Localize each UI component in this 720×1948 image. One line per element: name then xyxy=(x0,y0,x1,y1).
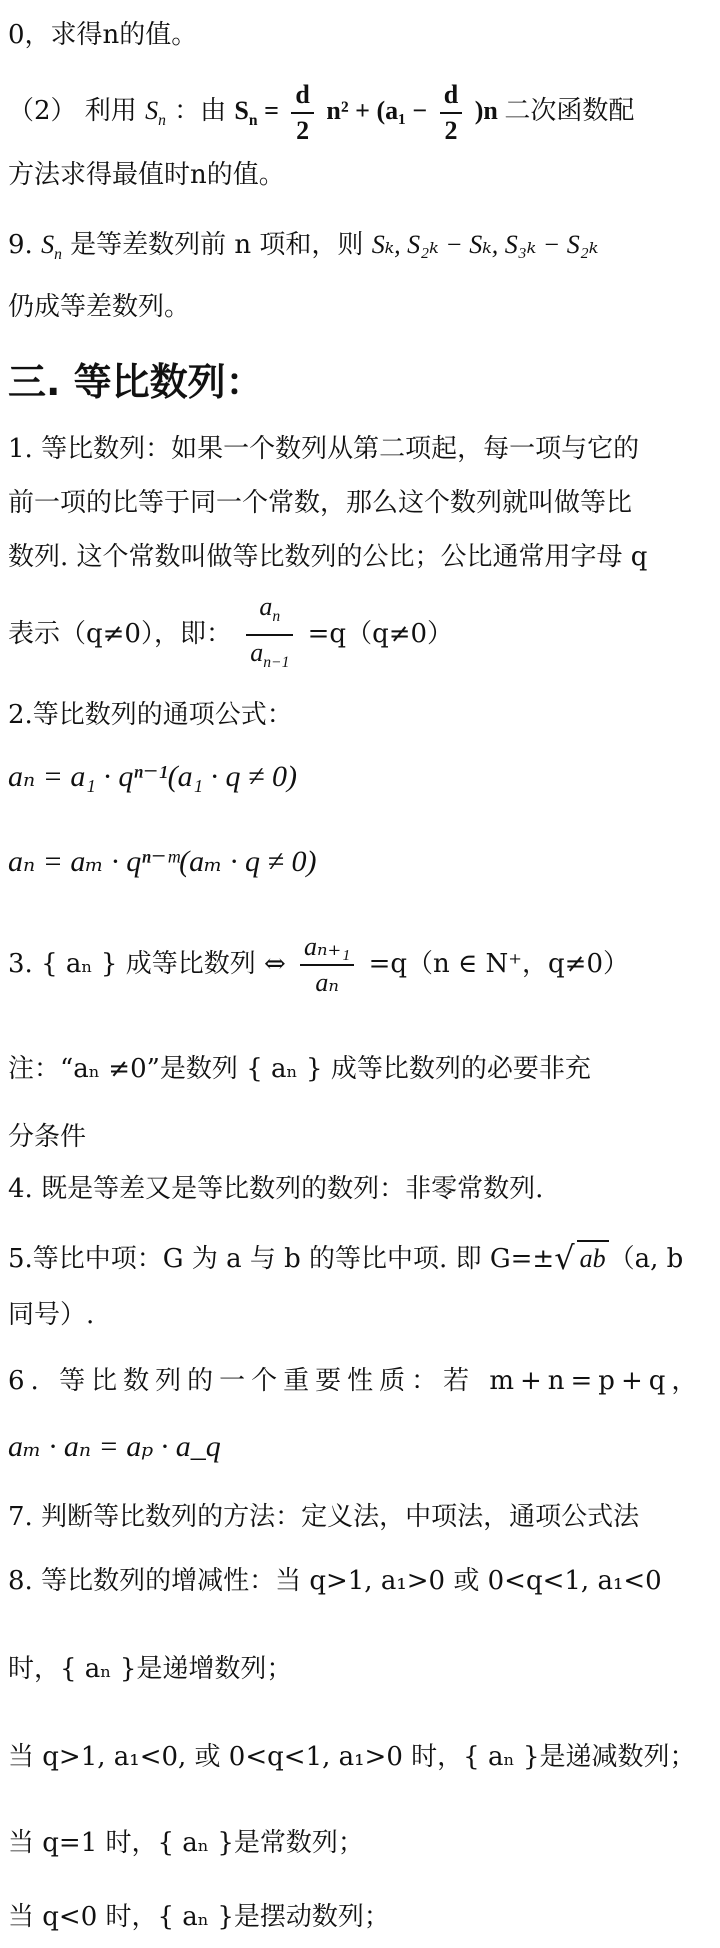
sn-symbol-2: $S_n$ xyxy=(41,230,62,264)
text-line-4 xyxy=(8,228,712,272)
text-line-7 xyxy=(8,486,712,520)
text-line-21 xyxy=(8,1500,712,1534)
partial-sum-sequence: Sₖ, S₂ₖ − Sₖ, S₃ₖ − S₂ₖ xyxy=(371,230,599,259)
text-line-19 xyxy=(8,1364,712,1398)
text-line-13 xyxy=(8,930,712,1000)
formula-1-text: aₙ = a₁ · qⁿ⁻¹(a₁ · q ≠ 0) xyxy=(8,760,297,793)
text-line-10 xyxy=(8,698,712,732)
fraction-d-over-2-b: $\frac{d}{2}$ xyxy=(440,78,462,148)
text-line-9 xyxy=(8,590,712,680)
line-17-suffix: （a, b xyxy=(608,1244,684,1274)
sqrt-radicand: ab xyxy=(577,1240,609,1276)
line-16-text: 4. 既是等差又是等比数列的数列：非零常数列. xyxy=(8,1174,544,1204)
line-13-suffix: =q（n ∈ N⁺，q≠0） xyxy=(368,949,629,979)
line-9-suffix: =q（q≠0） xyxy=(307,619,454,650)
text-line-22 xyxy=(8,1564,712,1598)
line-2-mid: ：由 xyxy=(174,95,227,126)
line-5-text: 仍成等差数列。 xyxy=(8,292,191,322)
fraction-d-over-2: $\frac{d}{2}$ xyxy=(291,78,313,148)
sqrt-sign: √ xyxy=(554,1239,575,1277)
heading-text: 三. 等比数列： xyxy=(8,360,264,404)
text-line-17 xyxy=(8,1240,712,1276)
line-19-text: 6. 等比数列的一个重要性质：若 m+n=p+q， xyxy=(8,1366,704,1396)
general-term-formula-2 xyxy=(8,845,712,879)
text-line-8 xyxy=(8,540,712,574)
line-7-text: 前一项的比等于同一个常数，那么这个数列就叫做等比 xyxy=(8,488,633,518)
sn-formula: $S_n$ = $\frac{d}{2}$ n² + (a₁ − $\frac{d}{2}$ )n xyxy=(234,96,504,125)
line-26-text: 当 q<0 时，{ aₙ }是摆动数列； xyxy=(8,1902,390,1932)
text-line-18 xyxy=(8,1298,712,1332)
text-line-24 xyxy=(8,1740,712,1774)
section-heading xyxy=(8,360,712,404)
line-17-prefix: 5.等比中项：G 为 a 与 b 的等比中项. 即 G=± xyxy=(8,1244,555,1274)
line-18-text: 同号）. xyxy=(8,1300,95,1330)
text-line-3 xyxy=(8,158,712,192)
text-line-5 xyxy=(8,290,712,324)
line-13-prefix: 3. { aₙ } 成等比数列 ⇔ xyxy=(8,949,286,979)
line-2-suffix: 二次函数配 xyxy=(504,95,635,126)
text-line-16 xyxy=(8,1172,712,1206)
text-line-26 xyxy=(8,1900,712,1934)
text-line-25 xyxy=(8,1826,712,1860)
formula-2-text: aₙ = aₘ · qⁿ⁻ᵐ(aₘ · q ≠ 0) xyxy=(8,845,317,878)
line-2-prefix: （2） 利用 xyxy=(8,95,137,126)
line-22-text: 8. 等比数列的增减性：当 q>1, a₁>0 或 0<q<1, a₁<0 xyxy=(8,1566,662,1596)
ratio-fraction-2: $\frac{\text{aₙ₊₁}}{\text{aₙ}}$ xyxy=(300,930,354,1000)
text-line-15 xyxy=(8,1120,712,1154)
sn-symbol: $S_n$ xyxy=(145,95,166,130)
line-24-text: 当 q>1, a₁<0, 或 0<q<1, a₁>0 时，{ aₙ }是递减数列； xyxy=(8,1742,696,1772)
text-line-6 xyxy=(8,432,712,466)
line-8-text: 数列. 这个常数叫做等比数列的公比；公比通常用字母 q xyxy=(8,542,648,572)
text-line-2 xyxy=(8,78,712,148)
line-25-text: 当 q=1 时，{ aₙ }是常数列； xyxy=(8,1828,364,1858)
line-3-text: 方法求得最值时n的值。 xyxy=(8,160,285,190)
line-4-text: 是等差数列前 n 项和，则 xyxy=(70,230,364,260)
line-6-text: 1. 等比数列：如果一个数列从第二项起，每一项与它的 xyxy=(8,434,640,464)
line-14-text: 注：“aₙ ≠0”是数列 { aₙ } 成等比数列的必要非充 xyxy=(8,1054,591,1084)
text-line-14 xyxy=(8,1052,712,1086)
text-line-1 xyxy=(8,18,712,52)
text-line-23 xyxy=(8,1652,712,1686)
line-1-text: 0，求得n的值。 xyxy=(8,20,198,50)
line-21-text: 7. 判断等比数列的方法：定义法，中项法，通项公式法 xyxy=(8,1502,640,1532)
line-10-text: 2.等比数列的通项公式： xyxy=(8,700,293,730)
line-9-prefix: 表示（q≠0），即： xyxy=(8,619,232,650)
ratio-fraction: $\frac{a_n}{a_{n-1}}$ xyxy=(246,590,293,680)
property-formula-text: aₘ · aₙ = aₚ · a_q xyxy=(8,1430,221,1463)
property-formula xyxy=(8,1430,712,1464)
line-15-text: 分条件 xyxy=(8,1122,87,1152)
line-23-text: 时，{ aₙ }是递增数列； xyxy=(8,1654,293,1684)
item-9-number: 9. xyxy=(8,230,33,260)
general-term-formula-1 xyxy=(8,760,712,794)
